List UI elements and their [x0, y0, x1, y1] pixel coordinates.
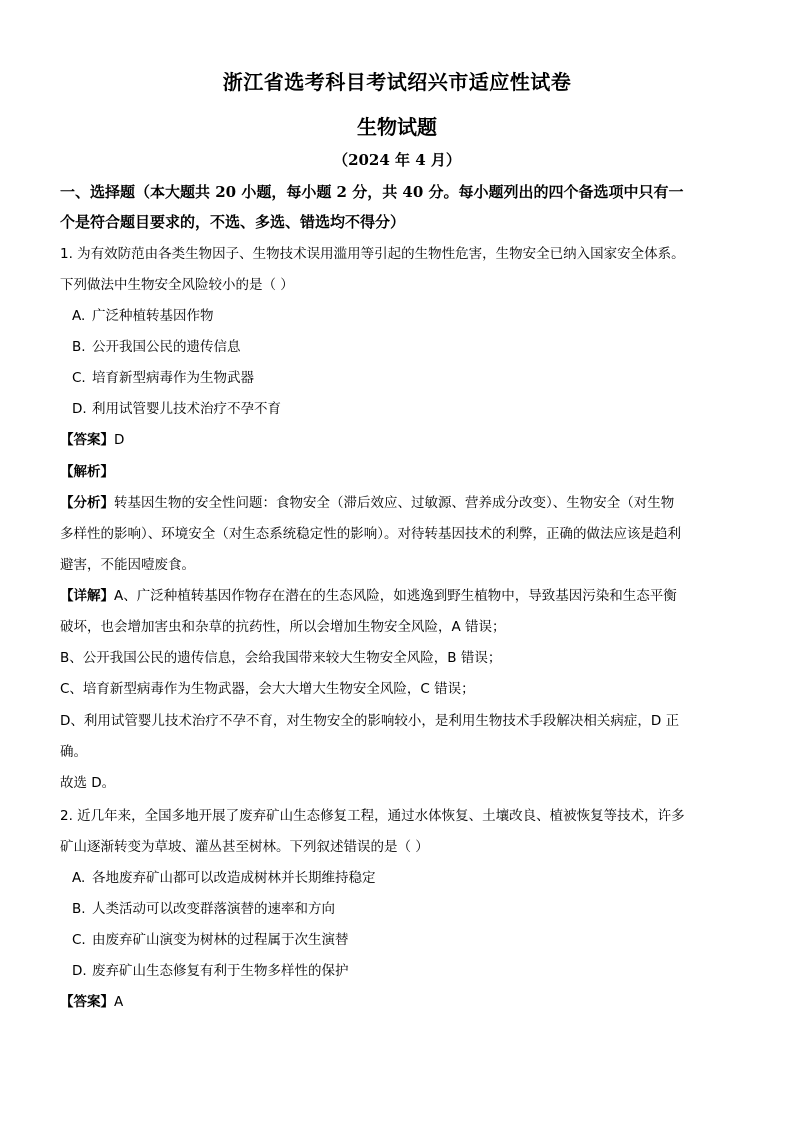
q2-option-b: [72, 899, 752, 919]
section-heading-line-2: 个是符合题目要求的，不选、多选、错选均不得分）: [60, 213, 406, 231]
q1-detail-line-1: [60, 586, 740, 606]
fenxi-tag: 【分析】: [60, 495, 114, 511]
answer-tag: 【答案】: [60, 994, 114, 1010]
option-letter: C.: [72, 932, 86, 948]
q1-stem-line-2: 下列做法中生物安全风险较小的是（ ）: [60, 277, 294, 293]
option-text: 由废弃矿山演变为树林的过程属于次生演替: [92, 932, 349, 948]
q1-detail-line-3: B、公开我国公民的遗传信息，会给我国带来较大生物安全风险，B 错误；: [60, 650, 502, 666]
section-heading-line-1: 一、选择题（本大题共 20 小题，每小题 2 分，共 40 分。每小题列出的四个备选项中只有一: [60, 183, 684, 201]
option-text: 人类活动可以改变群落演替的速率和方向: [92, 901, 335, 917]
option-letter: B.: [72, 339, 86, 355]
q1-option-b: [72, 337, 752, 357]
q1-fenxi-line-2: 多样性的影响）、环境安全（对生态系统稳定性的影响）。对待转基因技术的利弊，正确的做法应该是趋利: [60, 526, 681, 542]
option-letter: A.: [72, 870, 86, 886]
q1-option-a: [72, 306, 752, 326]
answer-value: D: [114, 432, 125, 448]
fenxi-text: 转基因生物的安全性问题：食物安全（滞后效应、过敏源、营养成分改变）、生物安全（对生物: [114, 495, 675, 511]
q2-option-a: [72, 868, 752, 888]
q1-stem-line-1: 1. 为有效防范由各类生物因子、生物技术误用滥用等引起的生物性危害，生物安全已纳入国家安全体系。: [60, 246, 685, 262]
q1-detail-line-5: D、利用试管婴儿技术治疗不孕不育，对生物安全的影响较小，是利用生物技术手段解决相关病症，D 正: [60, 713, 680, 729]
analysis-tag: 【解析】: [60, 464, 114, 480]
option-text: 利用试管婴儿技术治疗不孕不育: [92, 401, 281, 417]
q2-option-d: [72, 961, 752, 981]
option-letter: B.: [72, 901, 86, 917]
q2-stem-line-1: 2. 近几年来，全国多地开展了废弃矿山生态修复工程，通过水体恢复、土壤改良、植被恢复等技术，许多: [60, 808, 685, 824]
exam-title: 浙江省选考科目考试绍兴市适应性试卷: [222, 70, 572, 94]
q1-detail-line-4: C、培育新型病毒作为生物武器，会大大增大生物安全风险，C 错误；: [60, 681, 475, 697]
q2-option-c: [72, 930, 752, 950]
answer-tag: 【答案】: [60, 432, 114, 448]
option-text: 广泛种植转基因作物: [92, 308, 214, 324]
option-letter: C.: [72, 370, 86, 386]
q1-answer: [60, 430, 740, 450]
q2-stem-line-2: 矿山逐渐转变为草坡、灌丛甚至树林。下列叙述错误的是（ ）: [60, 839, 429, 855]
q1-option-c: [72, 368, 752, 388]
exam-subject: 生物试题: [357, 115, 437, 139]
q1-option-d: [72, 399, 752, 419]
option-text: 培育新型病毒作为生物武器: [92, 370, 254, 386]
q1-fenxi-line-1: [60, 493, 740, 513]
detail-text: A、广泛种植转基因作物存在潜在的生态风险，如逃逸到野生植物中，导致基因污染和生态平衡: [114, 588, 677, 604]
option-letter: D.: [72, 401, 87, 417]
answer-value: A: [114, 994, 124, 1010]
q1-fenxi-line-3: 避害，不能因噎废食。: [60, 557, 195, 573]
q2-answer: [60, 992, 740, 1012]
q1-detail-line-2: 破坏，也会增加害虫和杂草的抗药性，所以会增加生物安全风险，A 错误；: [60, 619, 506, 635]
option-text: 废弃矿山生态修复有利于生物多样性的保护: [92, 963, 349, 979]
q1-analysis-heading: [60, 462, 740, 482]
xiangjie-tag: 【详解】: [60, 588, 114, 604]
option-letter: A.: [72, 308, 86, 324]
option-text: 公开我国公民的遗传信息: [92, 339, 241, 355]
option-text: 各地废弃矿山都可以改造成树林并长期维持稳定: [92, 870, 376, 886]
option-letter: D.: [72, 963, 87, 979]
exam-date: （2024 年 4 月）: [333, 151, 461, 169]
q1-detail-line-6: 确。: [60, 744, 87, 760]
q1-conclusion: 故选 D。: [60, 775, 116, 791]
